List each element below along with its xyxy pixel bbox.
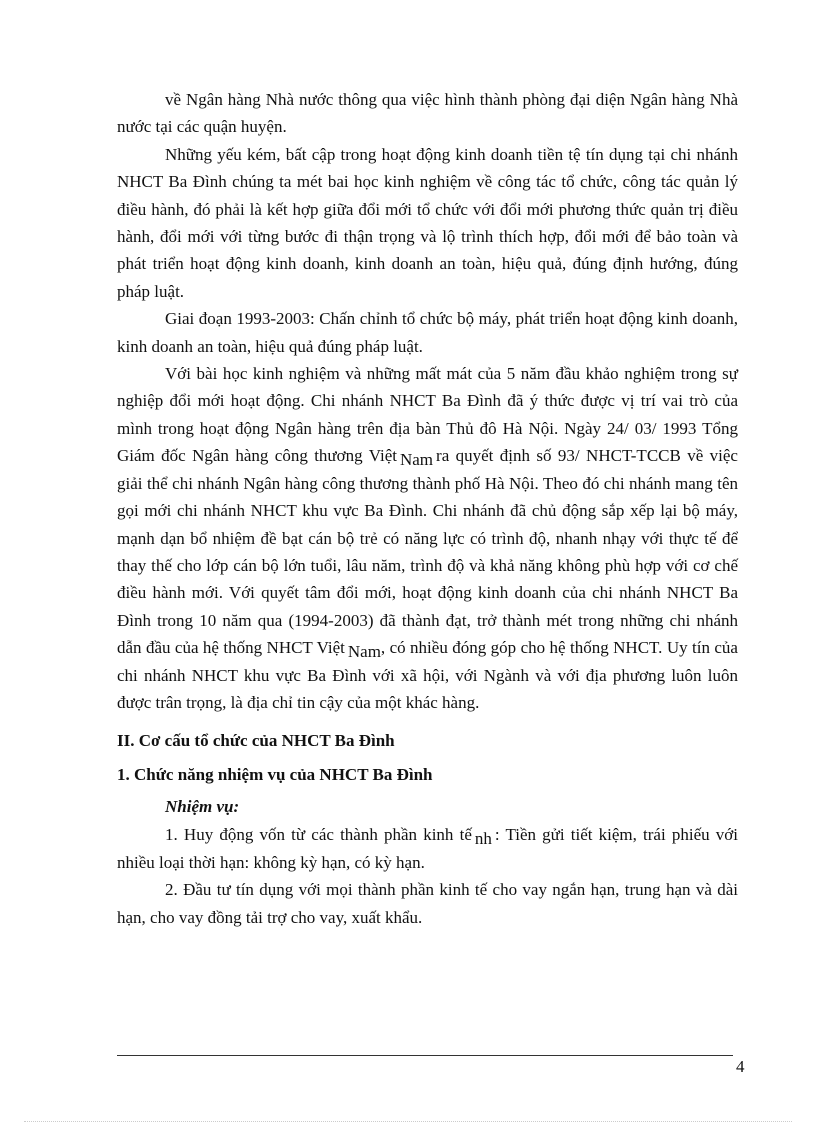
paragraph-period-1993-2003: Giai đoạn 1993-2003: Chấn chỉnh tổ chức bộ máy, phát triển hoạt động kinh doanh, kinh doanh an toàn, hiệu quả đúng pháp luật. <box>117 309 738 356</box>
page-body <box>117 86 738 931</box>
duties-label: Nhiệm vụ: <box>165 797 240 817</box>
subscript-nam-2: Nam <box>347 642 381 662</box>
subscript-nam-1: Nam <box>399 450 434 470</box>
subscript-nh: nh <box>474 829 492 849</box>
footer-divider <box>117 1055 733 1056</box>
subsection-heading: 1. Chức năng nhiệm vụ của NHCT Ba Đình <box>117 765 433 785</box>
paragraph-lessons-part3: , có nhiều đóng góp cho hệ thống NHCT. Uy tín của chi nhánh NHCT khu vực Ba Đình với xã hội, với Ngành và với địa phương luôn luôn được trân trọng, là địa chỉ tin cậy của một khác hàng. <box>117 638 738 712</box>
paragraph-weaknesses: Những yếu kém, bất cập trong hoạt động kinh doanh tiền tệ tín dụng tại chi nhánh NHCT Ba Đình chúng ta mét bai học kinh nghiệm về công tác tổ chức, công tác quản lý điều hành, đó phải là kết hợp giữa đổi mới tổ chức với đổi mới phương thức quản trị điều hành, đổi mới với từng bước đi thận trọng và lộ trình thích hợp, đổi mới để bảo toàn và phát triển hoạt động kinh doanh, kinh doanh an toàn, hiệu quả, đúng định hướng, đúng pháp luật. <box>117 144 738 301</box>
paragraph-lessons-part2: ra quyết định số 93/ NHCT-TCCB về việc giải thể chi nhánh Ngân hàng công thương thành phố Hà Nội. Theo đó chi nhánh mang tên gọi mới chi nhánh NHCT khu vực Ba Đình. Chi nhánh đã chủ động sắp xếp lại bộ máy, mạnh dạn bổ nhiệm đề bạt cán bộ trẻ có năng lực có trình độ, nhanh nhạy với thực tế để thay thế cho lớp cán bộ lớn tuổi, lâu năm, trình độ và khả năng không phù hợp với cơ chế điều hành mới. Với quyết tâm đổi mới, hoạt động kinh doanh của chi nhánh NHCT Ba Đình trong 10 năm qua (1994-2003) đã thành đạt, trở thành mét trong những chi nhánh dẫn đầu của hệ thống NHCT Việt <box>117 446 738 658</box>
page-bottom-edge <box>24 1121 792 1122</box>
duty-item-1-part1: 1. Huy động vốn từ các thành phần kinh tế <box>165 825 472 845</box>
section-heading: II. Cơ cấu tổ chức của NHCT Ba Đình <box>117 731 395 751</box>
paragraph-lessons-part1: Với bài học kinh nghiệm và những mất mát của 5 năm đầu khảo nghiệm trong sự nghiệp đổi mới hoạt động. Chi nhánh NHCT Ba Đình đã ý thức được vị trí vai trò của mình trong hoạt động Ngân hàng trên địa bàn Thủ đô Hà Nội. Ngày 24/ 03/ 1993 Tổng Giám đốc Ngân hàng công thương Việt <box>117 364 738 466</box>
duty-item-1-part2: : Tiền gửi tiết kiệm, trái phiếu với nhiều loại thời hạn: không kỳ hạn, có kỳ hạn. <box>117 825 739 872</box>
duty-item-2: 2. Đầu tư tín dụng với mọi thành phần kinh tế cho vay ngắn hạn, trung hạn và dài hạn, cho vay đồng tải trợ cho vay, xuất khẩu. <box>117 880 738 927</box>
paragraph-lessons <box>117 360 738 716</box>
duty-item-1 <box>117 821 738 876</box>
paragraph-continuation: về Ngân hàng Nhà nước thông qua việc hình thành phòng đại diện Ngân hàng Nhà nước tại các quận huyện. <box>117 90 738 137</box>
page-number: 4 <box>736 1057 745 1076</box>
